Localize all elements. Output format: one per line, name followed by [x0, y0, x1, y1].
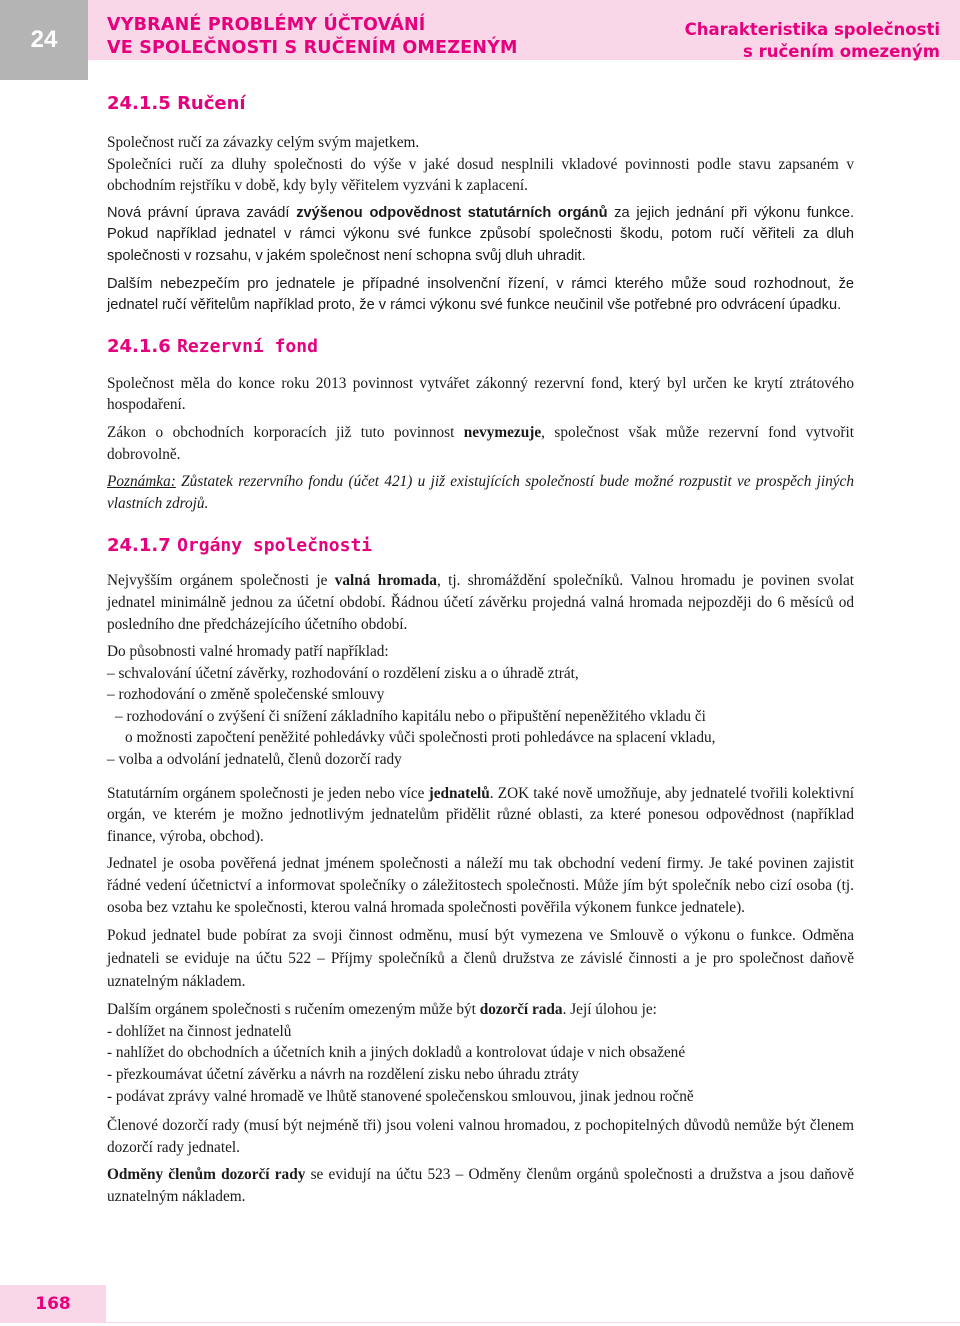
list-item: – volba a odvolání jednatelů, členů dozorčí rady [107, 751, 402, 769]
note-text: Zůstatek rezervního fondu (účet 421) u již existujících společností bude možné rozpustit ve prospěch jiných vlastních zdrojů. [107, 473, 854, 512]
general-meeting-duties-list [107, 663, 854, 771]
chapter-title [107, 14, 518, 60]
heading-title: Orgány společnosti [177, 535, 373, 557]
text: , společnost však může rezervní fond vytvořit dobrovolně. [107, 423, 855, 463]
paragraph [107, 999, 854, 1021]
paragraph [107, 1164, 854, 1207]
page-number: 168 [35, 1294, 71, 1314]
paragraph: Společnost měla do konce roku 2013 povinnost vytvářet zákonný rezervní fond, který byl určen ke krytí ztrátového hospodaření. [107, 374, 854, 414]
note-paragraph [107, 471, 854, 514]
text: se evidují na účtu 523 – Odměny členům orgánů společnosti a družstva a jsou daňově uznatelným nákladem. [107, 1166, 855, 1205]
paragraph [107, 203, 854, 268]
emphasis: valná hromada [334, 572, 437, 590]
paragraph: Pokud jednatel bude pobírat za svoji činnost odměnu, musí být vymezena ve Smlouvě o výkonu o funkce. Odměna jednateli se eviduje na účtu 522 – Příjmy společníků a členů družstva ze závislé činnosti a je pro společnost daňově uznatelným nákladem. [107, 927, 854, 991]
text: Statutárním orgánem společnosti je jeden nebo více [107, 784, 429, 802]
page-content [107, 92, 854, 1214]
chapter-number: 24 [30, 26, 58, 53]
section-title [685, 19, 940, 63]
emphasis: jednatelů [428, 784, 490, 802]
chapter-title-line-1: VYBRANÉ PROBLÉMY ÚČTOVÁNÍ [107, 15, 426, 35]
text: Nejvyšším orgánem společnosti je [107, 572, 335, 590]
paragraph [107, 783, 854, 848]
footer-divider [106, 1322, 960, 1323]
list-item: – rozhodování o změně společenské smlouvy [107, 686, 385, 704]
emphasis: zvýšenou odpovědnost statutárních orgánů [296, 204, 608, 221]
chapter-number-tab [0, 0, 88, 80]
heading-number: 24.1.6 [107, 335, 171, 357]
list-item: - nahlížet do obchodních a účetních knih a jiných dokladů a kontrolovat údaje v nich obsažené [107, 1044, 686, 1062]
page-number-box [0, 1285, 106, 1323]
chapter-title-line-2: VE SPOLEČNOSTI S RUČENÍM OMEZENÝM [107, 38, 518, 58]
heading-number: 24.1.5 [107, 93, 171, 114]
list-item: - dohlížet na činnost jednatelů [107, 1022, 292, 1040]
text: za jejich jednání při výkonu funkce. Pokud například jednatel v rámci výkonu své funkce způsobí společnosti škodu, potom ručí věřiteli za dluh společnosti v rozsahu, v jakém společnost není schopna svůj dluh uhradit. [107, 204, 854, 264]
section-title-line-2: s ručením omezeným [743, 42, 940, 61]
paragraph: Do působnosti valné hromady patří například: [107, 643, 389, 661]
emphasis: dozorčí rada [479, 1001, 563, 1019]
page-header [88, 0, 960, 60]
heading-24-1-6 [107, 335, 854, 359]
text: . ZOK také nově umožňuje, aby jednatelé tvořili kolektivní orgán, ve kterém je možno jednotlivým jednatelům přidělit různé oblasti, za které ponesou odpovědnost (například finance, výroba, obchod). [107, 784, 854, 845]
paragraph: Společnost ručí za závazky celým svým majetkem. [107, 134, 420, 151]
text: Dalším orgánem společnosti s ručením omezeným může být [107, 1001, 480, 1019]
heading-title: Rezervní fond [177, 335, 318, 357]
paragraph [107, 570, 854, 635]
emphasis: Odměny členům dozorčí rady [107, 1166, 306, 1184]
list-item: – schvalování účetní závěrky, rozhodování o rozdělení zisku a o úhradě ztrát, [107, 664, 579, 682]
heading-24-1-7 [107, 534, 854, 558]
text: , tj. shromáždění společníků. Valnou hromadu je povinen svolat jednatel minimálně jednou za účetní období. Řádnou účetí závěrku projedná valná hromada nejpozději do 6 měsíců od posledního dne předcházejícího účetního období. [107, 572, 855, 633]
supervisory-board-duties-list [107, 1021, 854, 1107]
paragraph [107, 422, 854, 465]
list-item: o možnosti započtení peněžité pohledávky vůči společnosti proti pohledávce na splacení vkladu, [125, 729, 716, 747]
paragraph: Členové dozorčí rady (musí být nejméně tři) jsou voleni valnou hromadou, z pochopitelných důvodů nemůže být členem dozorčí rady jednatel. [107, 1117, 854, 1156]
section-title-line-1: Charakteristika společnosti [684, 20, 940, 39]
list-item: – rozhodování o zvýšení či snížení základního kapitálu nebo o připuštění nepeněžitého vkladu či [115, 707, 706, 725]
paragraph: Společníci ručí za dluhy společnosti do výše v jaké dosud nesplnili vkladové povinnosti podle stavu zapsaném v obchodním rejstříku v době, kdy byly věřitelem vyzváni k zaplacení. [107, 155, 854, 195]
note-label: Poznámka: [107, 473, 176, 491]
list-item: - podávat zprávy valné hromadě ve lhůtě stanovené společenskou smlouvou, jinak jednou ročně [107, 1087, 694, 1105]
emphasis: nevymezuje [463, 423, 542, 441]
heading-24-1-5 [107, 92, 854, 116]
list-item: - přezkoumávat účetní závěrku a návrh na rozdělení zisku nebo úhradu ztráty [107, 1066, 579, 1083]
paragraph: Jednatel je osoba pověřená jednat jménem společnosti a náleží mu tak obchodní vedení firmy. Je také povinen zajistit řádné vedení účetnictví a informovat společníky o záležitostech společnosti. Může jím být společník nebo cizí osoba (tj. osoba bez vztahu ke společnosti, kterou valná hromada společnosti pověřila výkonem funkce jednatele). [107, 855, 854, 916]
text: . Její úlohou je: [562, 1001, 657, 1019]
text: Zákon o obchodních korporacích již tuto povinnost [107, 423, 464, 441]
heading-number: 24.1.7 [107, 535, 171, 557]
heading-title: Ručení [177, 93, 246, 114]
text: Nová právní úprava zavádí [107, 204, 297, 221]
paragraph: Dalším nebezpečím pro jednatele je případné insolvenční řízení, v rámci kterého může soud rozhodnout, že jednatel ručí věřitelům například proto, že v rámci výkonu své funkce neučinil vše potřebné pro odvrácení úpadku. [107, 275, 854, 314]
